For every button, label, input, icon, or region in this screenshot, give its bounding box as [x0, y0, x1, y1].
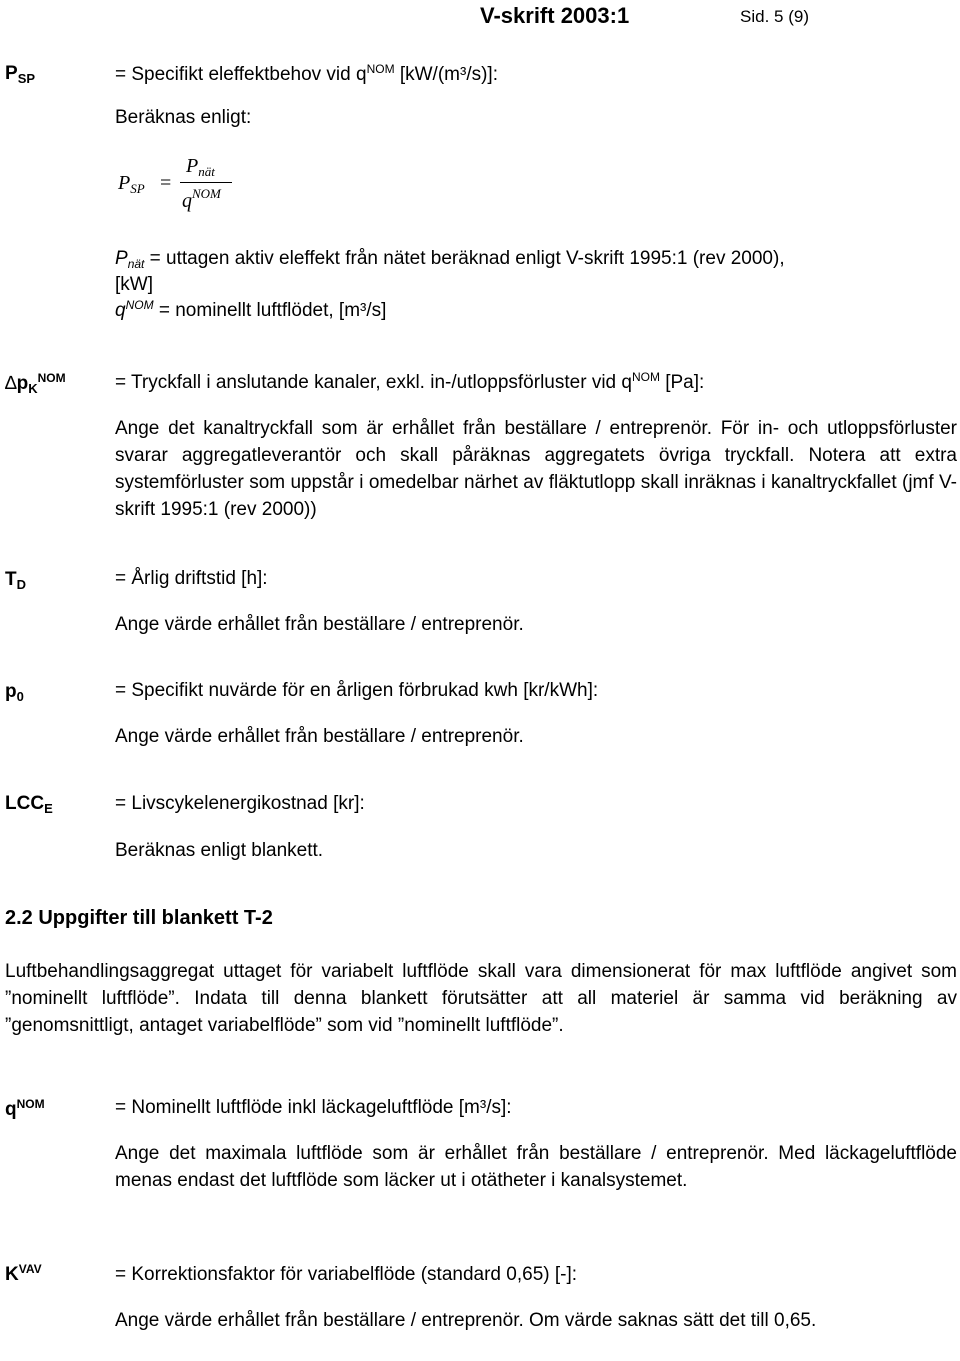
p0-body: Ange värde erhållet från beställare / entreprenör. — [115, 726, 524, 747]
td-definition: = Årlig driftstid [h]: — [115, 568, 268, 589]
pnat-definition: $P_{nät}$ = uttagen aktiv eleffekt från nätet beräknad enligt V-skrift 1995:1 (rev 2000), — [115, 248, 785, 271]
psp-definition: = Specifikt eleffektbehov vid $q^{NOM}$ [kW/(m³/s)]: — [115, 62, 498, 85]
psp-calc-label: Beräknas enligt: — [115, 107, 252, 128]
fraction-bar — [180, 182, 232, 183]
psp-symbol: $P_{SP}$ — [5, 63, 36, 86]
page-label: Sid. — [740, 7, 770, 26]
td-symbol: $T_D$ — [5, 569, 26, 592]
kvav-body: Ange värde erhållet från beställare / entreprenör. Om värde saknas sätt det till 0,65. — [115, 1310, 817, 1331]
p0-definition: = Specifikt nuvärde för en årligen förbrukad kwh [kr/kWh]: — [115, 680, 599, 701]
dpk-symbol: $\Delta p_K^{NOM}$ — [5, 371, 66, 396]
qnom-definition-main: = Nominellt luftflöde inkl läckageluftflöde [m³/s]: — [115, 1097, 512, 1118]
section-heading: 2.2 Uppgifter till blankett T-2 — [5, 907, 273, 929]
qnom-body: Ange det maximala luftflöde som är erhållet från beställare / entreprenör. Med läckageluftflöde menas endast det luftflöde som läcker ut i otätheter i kanalsystemet. — [115, 1143, 957, 1191]
qnom-symbol: $q^{NOM}$ — [5, 1097, 45, 1120]
kvav-symbol: $K^{VAV}$ — [5, 1262, 42, 1285]
lcc-symbol: $LCC_E$ — [5, 793, 53, 816]
formula-numerator: $P_{nät}$ — [186, 155, 215, 179]
qnom-definition: $q^{NOM}$ = nominellt luftflödet, [m³/s] — [115, 298, 387, 321]
page-number — [740, 7, 809, 27]
formula-lhs: $P_{SP}$ — [118, 172, 145, 196]
p0-symbol: $p_0$ — [5, 681, 24, 704]
formula-equals: = — [160, 172, 172, 194]
page-value: 5 (9) — [774, 7, 809, 26]
lcc-body: Beräknas enligt blankett. — [115, 840, 324, 861]
dpk-definition: = Tryckfall i anslutande kanaler, exkl. in-/utloppsförluster vid $q^{NOM}$ [Pa]: — [115, 370, 705, 393]
td-body: Ange värde erhållet från beställare / entreprenör. — [115, 614, 524, 635]
dpk-body: Ange det kanaltryckfall som är erhållet från beställare / entreprenör. För in- och utloppsförluster svarar aggregatleverantör och skall påräknas aggregatets övriga tryckfall. Notera att extra systemförluster som uppstår i omedelbar närhet av fläktutlopp skall inräknas i kanaltryckfallet (jmf V-skrift 1995:1 (rev 2000)) — [115, 418, 957, 520]
lcc-definition: = Livscykelenergikostnad [kr]: — [115, 793, 365, 814]
section-body: Luftbehandlingsaggregat uttaget för variabelt luftflöde skall vara dimensionerat för max luftflöde angivet som ”nominellt luftflöde”. Indata till denna blankett förutsätter att all materiel är samma vid beräkning av ”genomsnittligt, antaget variabelflöde” som vid ”nominellt luftflöde”. — [5, 961, 957, 1036]
kvav-definition: = Korrektionsfaktor för variabelflöde (standard 0,65) [-]: — [115, 1264, 578, 1285]
pnat-unit: [kW] — [115, 274, 153, 295]
formula-denominator: $q^{NOM}$ — [182, 186, 221, 212]
document-title: V-skrift 2003:1 — [480, 3, 630, 28]
